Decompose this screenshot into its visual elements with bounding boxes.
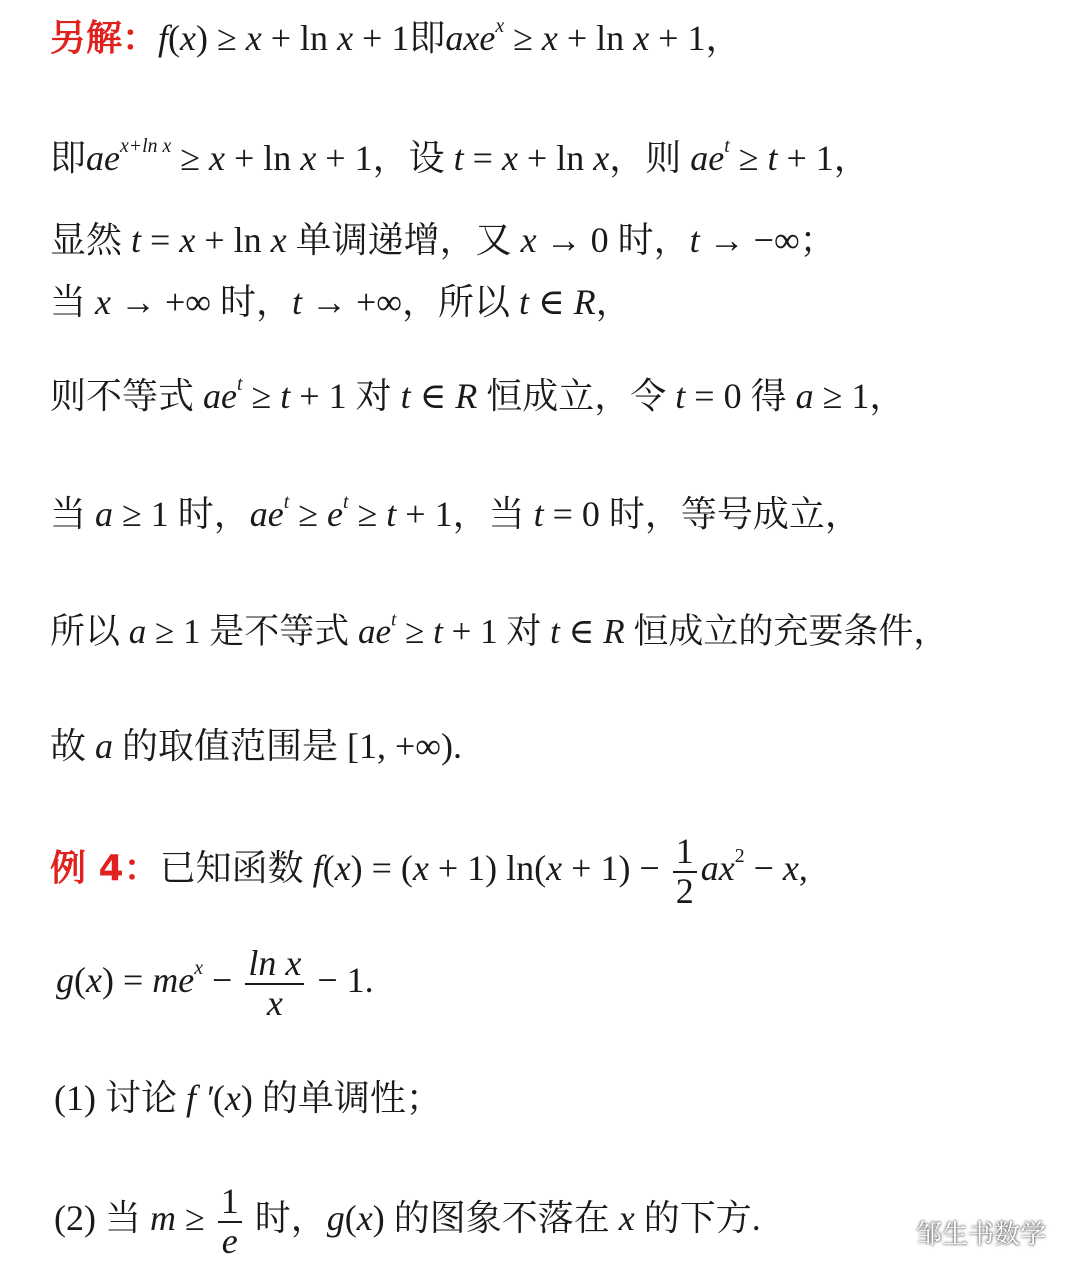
math-text: ≥ <box>504 18 542 58</box>
math-text: + 1) − <box>562 848 669 888</box>
math-text: − <box>203 960 242 1000</box>
solution-line-1 <box>50 16 1060 61</box>
math-text: m <box>149 1198 176 1238</box>
example-label: 例 4： <box>50 848 160 889</box>
math-text: t <box>533 494 544 534</box>
fraction-one-over-e <box>218 1180 242 1261</box>
math-text: → +∞，所以 <box>301 282 519 322</box>
math-text: ae <box>86 138 120 178</box>
math-text: 则不等式 <box>50 376 204 416</box>
fraction-denominator: x <box>266 982 283 1023</box>
math-text: 即 <box>409 18 446 58</box>
math-text: + 1，设 <box>316 138 454 178</box>
math-text: x <box>546 848 563 888</box>
math-text: t <box>453 138 464 178</box>
math-text: x <box>95 282 111 322</box>
math-text: ae <box>357 612 392 651</box>
math-text: x <box>270 220 287 260</box>
math-text: 所以 <box>50 612 129 651</box>
math-text: ae <box>203 376 237 416</box>
solution-line-6 <box>50 492 1060 536</box>
superscript: t <box>724 135 730 158</box>
superscript: t <box>283 491 290 514</box>
math-text: ≥ <box>396 612 434 651</box>
math-text: t <box>550 612 560 651</box>
math-text: x <box>520 220 537 260</box>
math-text: t <box>675 376 686 416</box>
math-text: → −∞； <box>699 220 836 260</box>
fraction-numerator: 1 <box>218 1183 242 1223</box>
math-text: ae <box>249 494 284 534</box>
math-text: ∈ <box>410 376 456 416</box>
fraction-one-half <box>673 830 697 911</box>
math-text: x <box>618 1198 635 1238</box>
math-text: + ln <box>557 18 634 58</box>
math-text: (1) 讨论 <box>54 1078 186 1118</box>
math-text: + 1， <box>649 18 742 58</box>
math-text: x <box>541 18 558 58</box>
math-text: a <box>95 726 114 766</box>
fraction-lnx-over-x <box>245 942 304 1023</box>
math-text: ) 的图象不落在 <box>372 1198 619 1238</box>
math-text: 显然 <box>50 220 132 260</box>
math-text: − 1. <box>308 960 374 1000</box>
math-text: x <box>633 18 650 58</box>
math-text: ∈ <box>559 612 604 651</box>
math-text: x <box>224 1078 241 1118</box>
math-text: 故 <box>50 726 96 766</box>
math-text: ) ≥ <box>196 18 246 58</box>
math-text: + 1 对 <box>290 376 401 416</box>
math-text: ( <box>322 848 335 888</box>
fraction-denominator: e <box>221 1220 238 1261</box>
example-part-1 <box>54 1076 1060 1120</box>
math-text: → 0 时， <box>536 220 690 260</box>
math-text: 当 <box>50 494 96 534</box>
fraction-numerator: ln x <box>245 945 304 985</box>
math-text: ≥ <box>348 494 387 534</box>
superscript: x+ln x <box>120 135 172 158</box>
math-text: x <box>337 18 354 58</box>
math-text: (2) 当 <box>54 1198 150 1238</box>
solution-line-3 <box>50 218 1060 262</box>
math-text: + ln <box>261 18 338 58</box>
math-text: 已知函数 <box>159 848 313 888</box>
math-text: ≥ <box>729 138 768 178</box>
math-text: x <box>179 220 196 260</box>
math-text: 时， <box>245 1198 327 1238</box>
math-text: 恒成立，令 <box>477 376 676 416</box>
superscript: t <box>391 609 397 631</box>
math-text: x <box>412 848 429 888</box>
math-text: ， <box>595 282 632 322</box>
math-text: ∈ <box>528 282 574 322</box>
math-text: a <box>95 494 114 534</box>
math-text: R <box>573 282 596 322</box>
math-text: axe <box>445 18 496 58</box>
solution-line-4 <box>50 280 1060 324</box>
math-text: x <box>501 138 518 178</box>
fraction-numerator: 1 <box>673 833 697 873</box>
math-text: + 1) ln( <box>428 848 547 888</box>
math-text: ) = ( <box>350 848 413 888</box>
wechat-icon <box>872 1218 908 1248</box>
math-text: ≥ <box>289 494 328 534</box>
math-text: t <box>131 220 142 260</box>
math-text: + ln <box>195 220 271 260</box>
math-text: + 1，当 <box>396 494 534 534</box>
math-text: + 1 <box>353 18 410 58</box>
math-text: ax <box>700 848 735 888</box>
math-text: t <box>291 282 302 322</box>
math-text: ≥ <box>175 1198 214 1238</box>
math-text: me <box>152 960 195 1000</box>
math-text: t <box>518 282 529 322</box>
math-text: ≥ 1， <box>813 376 906 416</box>
solution-line-5 <box>50 374 1060 418</box>
math-text: a <box>128 612 147 651</box>
math-text: t <box>400 376 411 416</box>
math-text: 即 <box>50 138 87 178</box>
math-text: ) 的单调性； <box>240 1078 442 1118</box>
math-text: t <box>280 376 291 416</box>
math-text: ≥ 1 时， <box>113 494 250 534</box>
superscript: t <box>237 373 243 396</box>
math-text: ≥ <box>171 138 210 178</box>
math-text: + 1， <box>777 138 870 178</box>
math-text: x <box>782 848 799 888</box>
math-text: ( <box>168 18 181 58</box>
math-text: + 1 对 <box>442 612 551 651</box>
math-text: = 0 得 <box>685 376 796 416</box>
math-text: 当 <box>50 282 96 322</box>
math-text: ( <box>344 1198 357 1238</box>
example-line-1 <box>50 818 1060 918</box>
math-text: t <box>386 494 397 534</box>
math-text: t <box>767 138 778 178</box>
math-text: R <box>455 376 478 416</box>
math-text: f <box>312 848 323 888</box>
math-text: f ′ <box>185 1078 213 1118</box>
math-text: g <box>326 1198 345 1238</box>
fraction-denominator: 2 <box>675 870 694 911</box>
math-text: a <box>795 376 814 416</box>
watermark-text: 邹生书数学 <box>915 1220 1046 1250</box>
math-text: = <box>141 220 180 260</box>
math-text: , <box>798 848 808 888</box>
math-text: ) = <box>101 960 153 1000</box>
math-text: x <box>300 138 317 178</box>
solution-label: 另解： <box>50 18 159 59</box>
math-text: = 0 时，等号成立， <box>543 494 861 534</box>
math-text: x <box>245 18 262 58</box>
math-text: x <box>180 18 197 58</box>
math-text: ，则 <box>609 138 691 178</box>
solution-line-7 <box>50 610 1060 654</box>
math-text: ae <box>690 138 725 178</box>
superscript: x <box>194 957 204 980</box>
superscript: 2 <box>734 845 745 868</box>
math-text: = <box>463 138 502 178</box>
math-text: + ln <box>517 138 594 178</box>
math-text: 单调递增，又 <box>286 220 521 260</box>
watermark <box>872 1214 1046 1251</box>
math-text: 的取值范围是 [1, +∞). <box>113 726 462 766</box>
math-text: + ln <box>225 138 301 178</box>
math-text: 的下方. <box>634 1198 761 1238</box>
math-text: ≥ <box>242 376 281 416</box>
math-text: t <box>433 612 443 651</box>
math-text: x <box>334 848 351 888</box>
math-text: → +∞ 时， <box>111 282 292 322</box>
math-text: − <box>744 848 783 888</box>
math-text: ( <box>74 960 86 1000</box>
solution-line-8 <box>50 724 1060 768</box>
superscript: t <box>343 491 349 514</box>
math-text: x <box>209 138 225 178</box>
math-text: R <box>603 612 625 651</box>
math-text: ( <box>212 1078 225 1118</box>
superscript: x <box>495 15 505 38</box>
math-text: ≥ 1 是不等式 <box>146 612 358 651</box>
math-text: x <box>593 138 610 178</box>
math-text: e <box>327 494 344 534</box>
math-text: g <box>56 960 74 1000</box>
math-text: t <box>689 220 700 260</box>
math-text: 恒成立的充要条件， <box>624 612 949 651</box>
math-text: x <box>86 960 102 1000</box>
math-text: x <box>356 1198 373 1238</box>
example-line-2 <box>56 930 1060 1030</box>
solution-line-2 <box>50 136 1060 180</box>
math-text: f <box>158 18 169 58</box>
